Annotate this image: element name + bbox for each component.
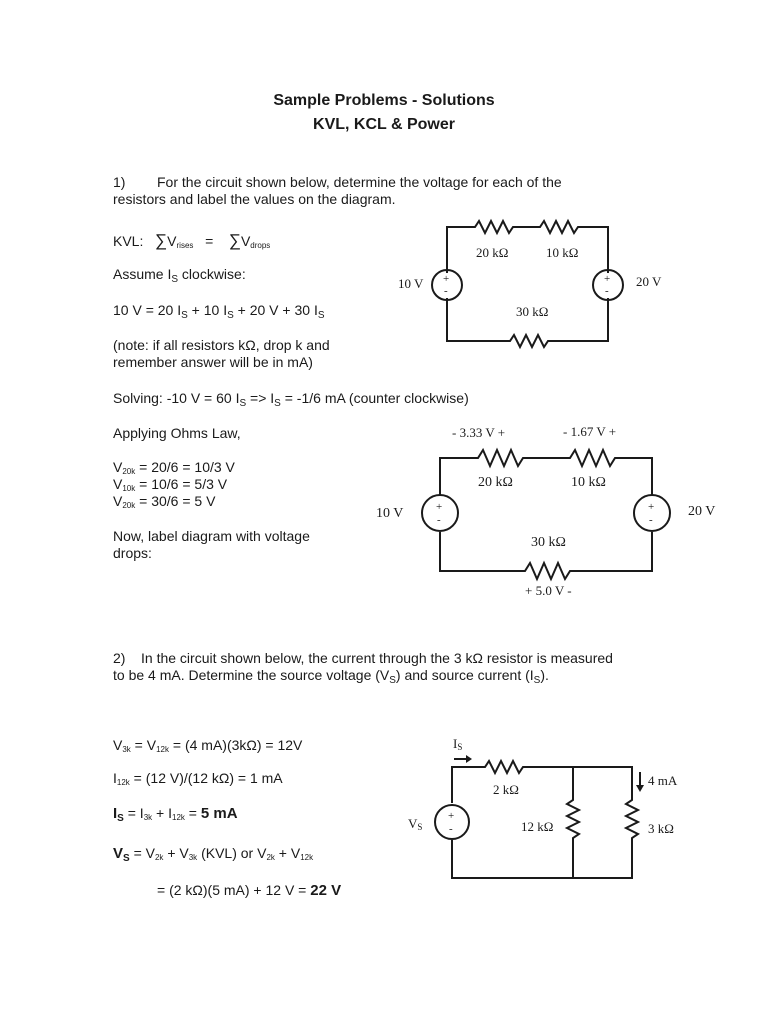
p2-l3-b: = I [123,805,144,821]
c3-r3k-label: 3 kΩ [648,821,674,836]
p2-l4-sub3: 2k [266,853,275,862]
c3-4ma-label: 4 mA [648,773,678,788]
eq-sub-c: S [317,310,325,321]
solving-line [113,390,469,412]
p2-l5-a: = (2 kΩ)(5 mA) + 12 V = [157,882,311,898]
c1-right-voltage: 20 V [636,274,662,289]
p2-l2-sub: 12k [116,778,130,787]
eq-sub-a: S [181,310,188,321]
sigma-rises: ∑ [155,231,168,250]
c3-r2k-label: 2 kΩ [493,782,519,797]
p2-l3-a: I [113,805,118,822]
problem-2-intro-text: In the circuit shown below, the current through the 3 kΩ resistor is measured [141,650,613,666]
p2-is-answer: 5 mA [200,805,238,822]
p2-l3-d: = [184,805,201,821]
assume-subscript: S [171,274,179,285]
page-title: Sample Problems - Solutions [273,92,495,109]
eq-part-a: 10 V = 20 I [113,302,182,318]
c1-left-minus: - [444,285,448,297]
intro2-part-a: to be 4 mA. Determine the source voltage (V [113,667,390,683]
v30k-subscript: 20k [122,501,136,510]
eq-sub-b: S [227,310,234,321]
assume-line [113,266,246,288]
problem-1-number: 1) [113,174,126,190]
solving-sub-b: S [274,398,281,409]
intro2-sub-b: S [533,675,541,686]
eq-part-b: + 10 I [187,302,228,318]
rises-subscript: rises [176,241,194,250]
now-label-line2: drops: [113,545,152,561]
c2-drop-r2: - 1.67 V + [563,424,617,439]
p2-l3-c: + I [152,805,173,821]
intro2-part-c: ). [540,667,549,683]
problem-2-intro-line2 [113,667,549,689]
intro2-part-b: ) and source current (I [395,667,534,683]
p2-l1-c: = (4 mA)(3kΩ) = 12V [169,737,303,753]
c2-right-minus: - [649,514,653,526]
c2-left-plus: + [436,501,443,513]
p2-l4-c: + V [163,845,189,861]
problem-2-number: 2) [113,650,126,666]
kvl-equals: = [205,233,214,249]
eq-part-c: + 20 V + 30 I [233,302,318,318]
solving-part-b: => I [246,390,275,406]
v20k-value: = 20/6 = 10/3 V [135,459,235,475]
assume-direction: clockwise: [178,266,246,282]
sigma-drops: ∑ [228,231,241,250]
c3-r12k-label: 12 kΩ [521,819,554,834]
page-subtitle: KVL, KCL & Power [313,116,455,133]
p2-line1 [113,737,302,758]
solving-part-a: Solving: -10 V = 60 I [113,390,240,406]
p2-line4 [113,845,313,867]
drops-subscript: drops [250,241,271,250]
c3-vs-label: VS [408,816,423,832]
c3-is-label: IS [453,736,463,752]
p2-l1-sub1: 3k [122,745,131,754]
assume-text: Assume I [113,266,172,282]
ohms-law-heading: Applying Ohms Law, [113,425,241,441]
circuit-1-diagram [390,210,670,360]
p2-l1-b: = V [130,737,157,753]
p2-l2-b: = (12 V)/(12 kΩ) = 1 mA [129,770,283,786]
c2-r1-label: 20 kΩ [478,475,513,490]
c3-4ma-arrowhead-icon [636,785,644,792]
c1-r1-label: 20 kΩ [476,245,509,260]
kvl-label: KVL: [113,233,144,249]
v20k-line: $V_{20k} = 20/6 = 10/3$ V [113,459,235,476]
now-label-line1: Now, label diagram with voltage [113,528,310,544]
kvl-equation [113,232,270,254]
c2-drop-r3: + 5.0 V - [525,583,572,598]
c2-left-minus: - [437,514,441,526]
p2-l4-sub-s: S [123,853,130,864]
p2-l1-a: V [113,737,123,753]
c2-right-plus: + [648,501,655,513]
c3-is-arrowhead-icon [466,755,472,763]
problem-2-intro-line1 [113,650,613,667]
problem-1-intro-line2: resistors and label the values on the diagram. [113,191,396,207]
v20k-subscript: 20k [122,467,136,476]
p2-l4-b: = V [129,845,155,861]
v30k-value: = 30/6 = 5 V [135,493,216,509]
p2-l2-a: I [113,770,117,786]
note-line2: remember answer will be in mA) [113,354,313,370]
v-rises: V [167,233,177,249]
p2-l3-sub1: 3k [143,813,153,822]
c1-left-plus: + [443,273,450,285]
circuit-3-diagram [400,730,700,890]
c1-r2-label: 10 kΩ [546,245,579,260]
v-drops: V [240,233,251,249]
problem-1-intro-line1: For the circuit shown below, determine the voltage for each of the [157,174,562,190]
c2-r2-label: 10 kΩ [571,475,606,490]
p2-l4-e: + V [274,845,301,861]
c1-r3-label: 30 kΩ [516,304,549,319]
c2-right-voltage: 20 V [688,504,716,519]
p2-l3-sub2: 12k [172,813,185,822]
p2-vs-answer: 22 V [310,882,342,899]
kvl-substituted-equation [113,302,325,324]
v30k-line: $V_{20k} = 30/6 = 5$ V [113,493,216,510]
p2-line5 [157,882,341,899]
solving-part-c: = -1/6 mA (counter clockwise) [280,390,469,406]
p2-l3-sub-s: S [117,813,124,824]
v10k-line: $V_{10k} = 10/6 = 5/3$ V [113,476,228,493]
c2-r3-label: 30 kΩ [531,535,566,550]
p2-l4-sub2: 3k [188,853,198,862]
circuit-2-diagram [370,420,730,610]
p2-l4-d: (KVL) or V [197,845,267,861]
note-line1: (note: if all resistors kΩ, drop k and [113,337,330,353]
c3-minus: - [449,823,453,835]
p2-line2 [113,770,283,791]
c3-plus: + [448,810,455,822]
p2-l4-sub1: 2k [154,853,164,862]
p2-line3 [113,805,238,827]
v10k-value: = 10/6 = 5/3 V [135,476,228,492]
solving-sub-a: S [239,398,247,409]
c2-left-voltage: 10 V [376,506,404,521]
c1-right-minus: - [605,285,609,297]
p2-l1-sub2: 12k [156,745,169,754]
c1-left-voltage: 10 V [398,276,424,291]
intro2-sub-a: S [389,675,396,686]
v10k-subscript: 10k [122,484,136,493]
c1-right-plus: + [604,273,611,285]
p2-l4-a: V [113,845,124,862]
c2-drop-r1: - 3.33 V + [452,425,506,440]
p2-l4-sub4: 12k [300,853,314,862]
